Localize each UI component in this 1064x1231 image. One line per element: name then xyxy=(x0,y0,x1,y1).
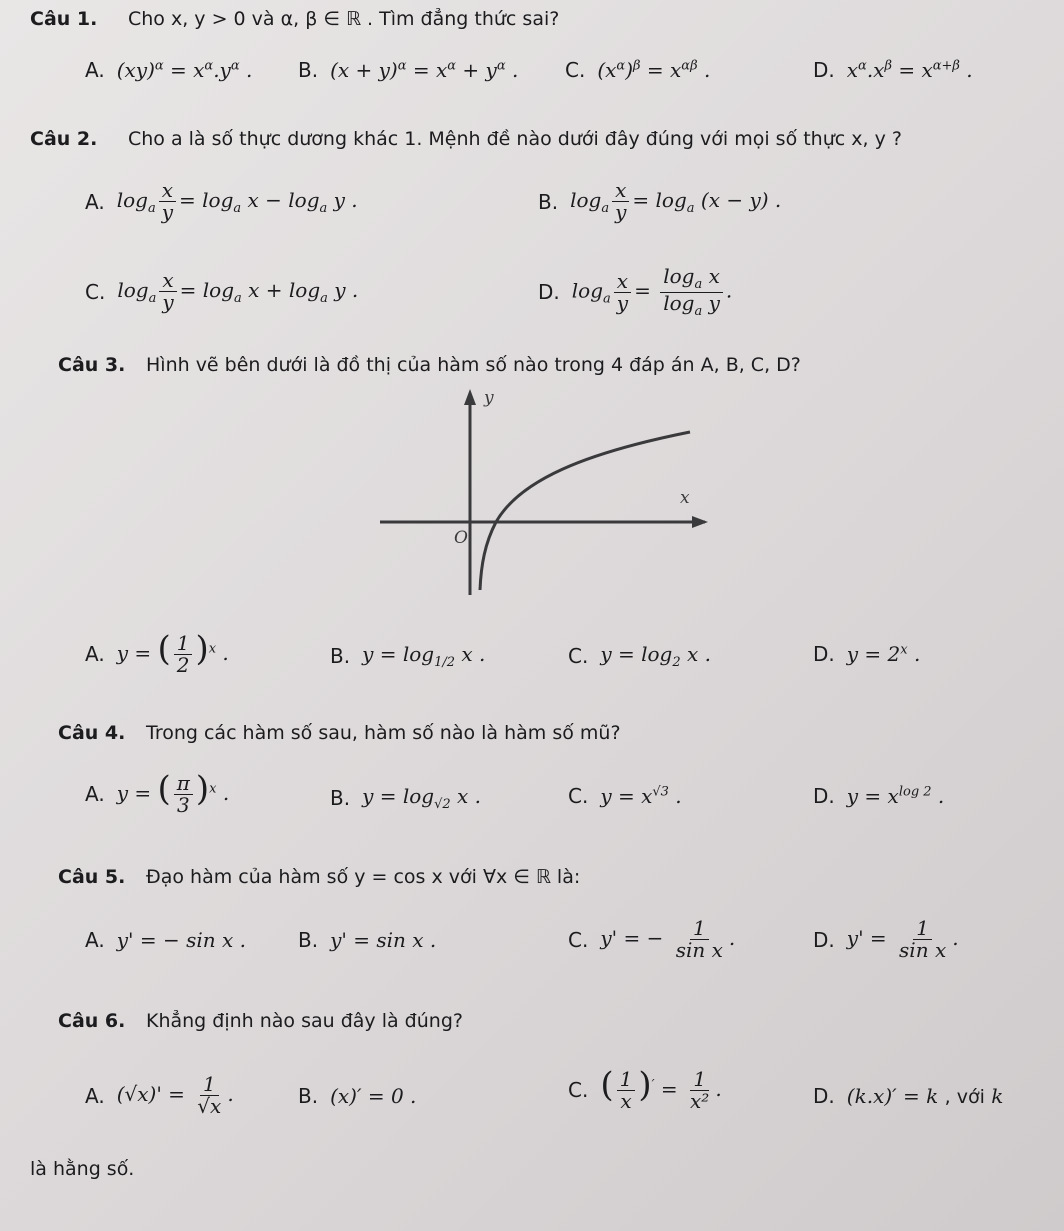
q4-text: Trong các hàm số sau, hàm số nào là hàm số mũ? xyxy=(146,722,621,744)
q1-prompt xyxy=(30,8,559,30)
q5-option-a-formula: y' = − sin x . xyxy=(116,928,246,952)
q6-option-a[interactable]: A. (√x)' = $\frac{1}{√x}$ . xyxy=(85,1072,234,1118)
y-axis-label: y xyxy=(484,388,494,408)
q1-option-a[interactable]: A. $(xy)^\alpha = x^\alpha.y^\alpha$ . xyxy=(85,58,253,82)
q6-prompt xyxy=(58,1010,463,1032)
origin-label: O xyxy=(454,528,468,548)
q3-option-a[interactable]: A. y = ( $\frac{1}{2}$ )$^x$ . xyxy=(85,629,229,677)
q3-option-d-formula: $y = 2^x$ . xyxy=(846,642,921,666)
q1-text: Cho x, y > 0 và α, β ∈ ℝ . Tìm đẳng thức sai? xyxy=(128,8,560,30)
q1-option-c[interactable]: C. $(x^\alpha)^\beta = x^{\alpha\beta}$ . xyxy=(565,58,711,82)
y-axis-arrow xyxy=(464,389,476,405)
q3-number: Câu 3. xyxy=(58,354,126,376)
q1-option-b[interactable]: B. $(x + y)^\alpha = x^\alpha + y^\alpha$ . xyxy=(298,58,519,82)
q4-option-a-formula: y = ( $\frac{\pi}{3}$ )$^x$ . xyxy=(116,769,230,817)
q4-option-a[interactable]: A. y = ( $\frac{\pi}{3}$ )$^x$ . xyxy=(85,769,230,817)
q3-option-c[interactable]: C. $y = \log_2 x$ . xyxy=(568,642,711,670)
q6-option-d[interactable]: D. (k.x)′ = k , với k xyxy=(813,1084,1004,1108)
q4-option-d-formula: $y = x^{log 2}$ . xyxy=(846,784,945,808)
q6-option-d-formula: (k.x)′ = k , với k xyxy=(846,1084,1004,1108)
q3-text: Hình vẽ bên dưới là đồ thị của hàm số nào trong 4 đáp án A, B, C, D? xyxy=(146,354,801,376)
q3-prompt xyxy=(58,354,801,376)
q4-prompt xyxy=(58,722,621,744)
q5-number: Câu 5. xyxy=(58,866,126,888)
q5-option-b[interactable]: B. y' = sin x . xyxy=(298,928,437,952)
q6-option-a-formula: (√x)' = $\frac{1}{√x}$ . xyxy=(116,1072,234,1118)
q2-number: Câu 2. xyxy=(30,128,98,150)
q5-option-c-formula: y' = − $\frac{1}{\text{sin x}}$ . xyxy=(600,916,736,962)
q2-prompt xyxy=(30,128,902,150)
q5-option-b-formula: y' = sin x . xyxy=(330,928,437,952)
function-curve xyxy=(480,432,690,590)
q1-number: Câu 1. xyxy=(30,8,98,30)
q6-option-c[interactable]: C. ( $\frac{1}{x}$ )′ = $\frac{1}{\text{x²}}$ . xyxy=(568,1065,722,1113)
x-axis-arrow xyxy=(692,516,708,528)
q2-option-d[interactable]: D. $\log_a$ $\frac{x}{y}$ = $\frac{\log_a x}{\log_a y}$ . xyxy=(538,264,733,319)
q4-option-b[interactable]: B. $y = \log_{√2} x$ . xyxy=(330,784,482,812)
q4-option-b-formula: $y = \log_{√2} x$ . xyxy=(362,784,482,812)
q6-number: Câu 6. xyxy=(58,1010,126,1032)
q1-option-c-formula: $(x^\alpha)^\beta = x^{\alpha\beta}$ . xyxy=(597,58,711,82)
q6-option-c-formula: ( $\frac{1}{x}$ )′ = $\frac{1}{\text{x²}}$ . xyxy=(600,1065,722,1113)
q3-graph xyxy=(370,385,720,600)
q1-option-a-formula: $(xy)^\alpha = x^\alpha.y^\alpha$ . xyxy=(116,58,253,82)
q2-option-c[interactable]: C. $\log_a$ $\frac{x}{y}$ = $\log_a x + \log_a y$ . xyxy=(85,268,359,314)
q2-option-d-formula: $\log_a$ $\frac{x}{y}$ = $\frac{\log_a x}{\log_a y}$ . xyxy=(571,264,733,319)
q2-option-a-formula: $\log_a$ $\frac{x}{y}$ = $\log_a x - \log_a y$ . xyxy=(116,178,358,224)
q4-option-d[interactable]: D. $y = x^{log 2}$ . xyxy=(813,784,945,808)
x-axis-label: x xyxy=(680,488,690,508)
q4-option-c[interactable]: C. $y = x^{√3}$ . xyxy=(568,784,682,808)
q5-text: Đạo hàm của hàm số y = cos x với ∀x ∈ ℝ là: xyxy=(146,866,581,888)
q3-option-a-formula: y = ( $\frac{1}{2}$ )$^x$ . xyxy=(116,629,229,677)
q5-option-d-formula: y' = $\frac{1}{\text{sin x}}$ . xyxy=(846,916,959,962)
q4-option-c-formula: $y = x^{√3}$ . xyxy=(600,784,682,808)
q2-option-c-formula: $\log_a$ $\frac{x}{y}$ = $\log_a x + \log_a y$ . xyxy=(117,268,359,314)
q3-option-d[interactable]: D. $y = 2^x$ . xyxy=(813,642,921,666)
q6-text: Khẳng định nào sau đây là đúng? xyxy=(146,1010,463,1032)
q1-option-d[interactable]: D. $x^\alpha.x^\beta = x^{\alpha+\beta}$ . xyxy=(813,58,973,82)
q5-prompt xyxy=(58,866,580,888)
q2-option-b-formula: $\log_a$ $\frac{x}{y}$ = $\log_a (x - y)$ . xyxy=(570,178,782,224)
q6-option-b-formula: (x)′ = 0 . xyxy=(330,1084,417,1108)
q6-tail-text: là hằng số. xyxy=(30,1158,135,1180)
q1-option-d-formula: $x^\alpha.x^\beta = x^{\alpha+\beta}$ . xyxy=(846,58,973,82)
q2-option-b[interactable]: B. $\log_a$ $\frac{x}{y}$ = $\log_a (x - y)$ . xyxy=(538,178,782,224)
q3-option-b[interactable]: B. $y = \log_{1/2} x$ . xyxy=(330,642,486,670)
q6-option-b[interactable]: B. (x)′ = 0 . xyxy=(298,1084,417,1108)
q2-option-a[interactable]: A. $\log_a$ $\frac{x}{y}$ = $\log_a x - \log_a y$ . xyxy=(85,178,358,224)
q5-option-c[interactable]: C. y' = − $\frac{1}{\text{sin x}}$ . xyxy=(568,916,736,962)
q2-text: Cho a là số thực dương khác 1. Mệnh đề nào dưới đây đúng với mọi số thực x, y ? xyxy=(128,128,902,150)
q5-option-d[interactable]: D. y' = $\frac{1}{\text{sin x}}$ . xyxy=(813,916,959,962)
q3-option-b-formula: $y = \log_{1/2} x$ . xyxy=(362,642,486,670)
q3-option-c-formula: $y = \log_2 x$ . xyxy=(600,642,711,670)
q1-option-b-formula: $(x + y)^\alpha = x^\alpha + y^\alpha$ . xyxy=(330,58,519,82)
q4-number: Câu 4. xyxy=(58,722,126,744)
q5-option-a[interactable]: A. y' = − sin x . xyxy=(85,928,246,952)
